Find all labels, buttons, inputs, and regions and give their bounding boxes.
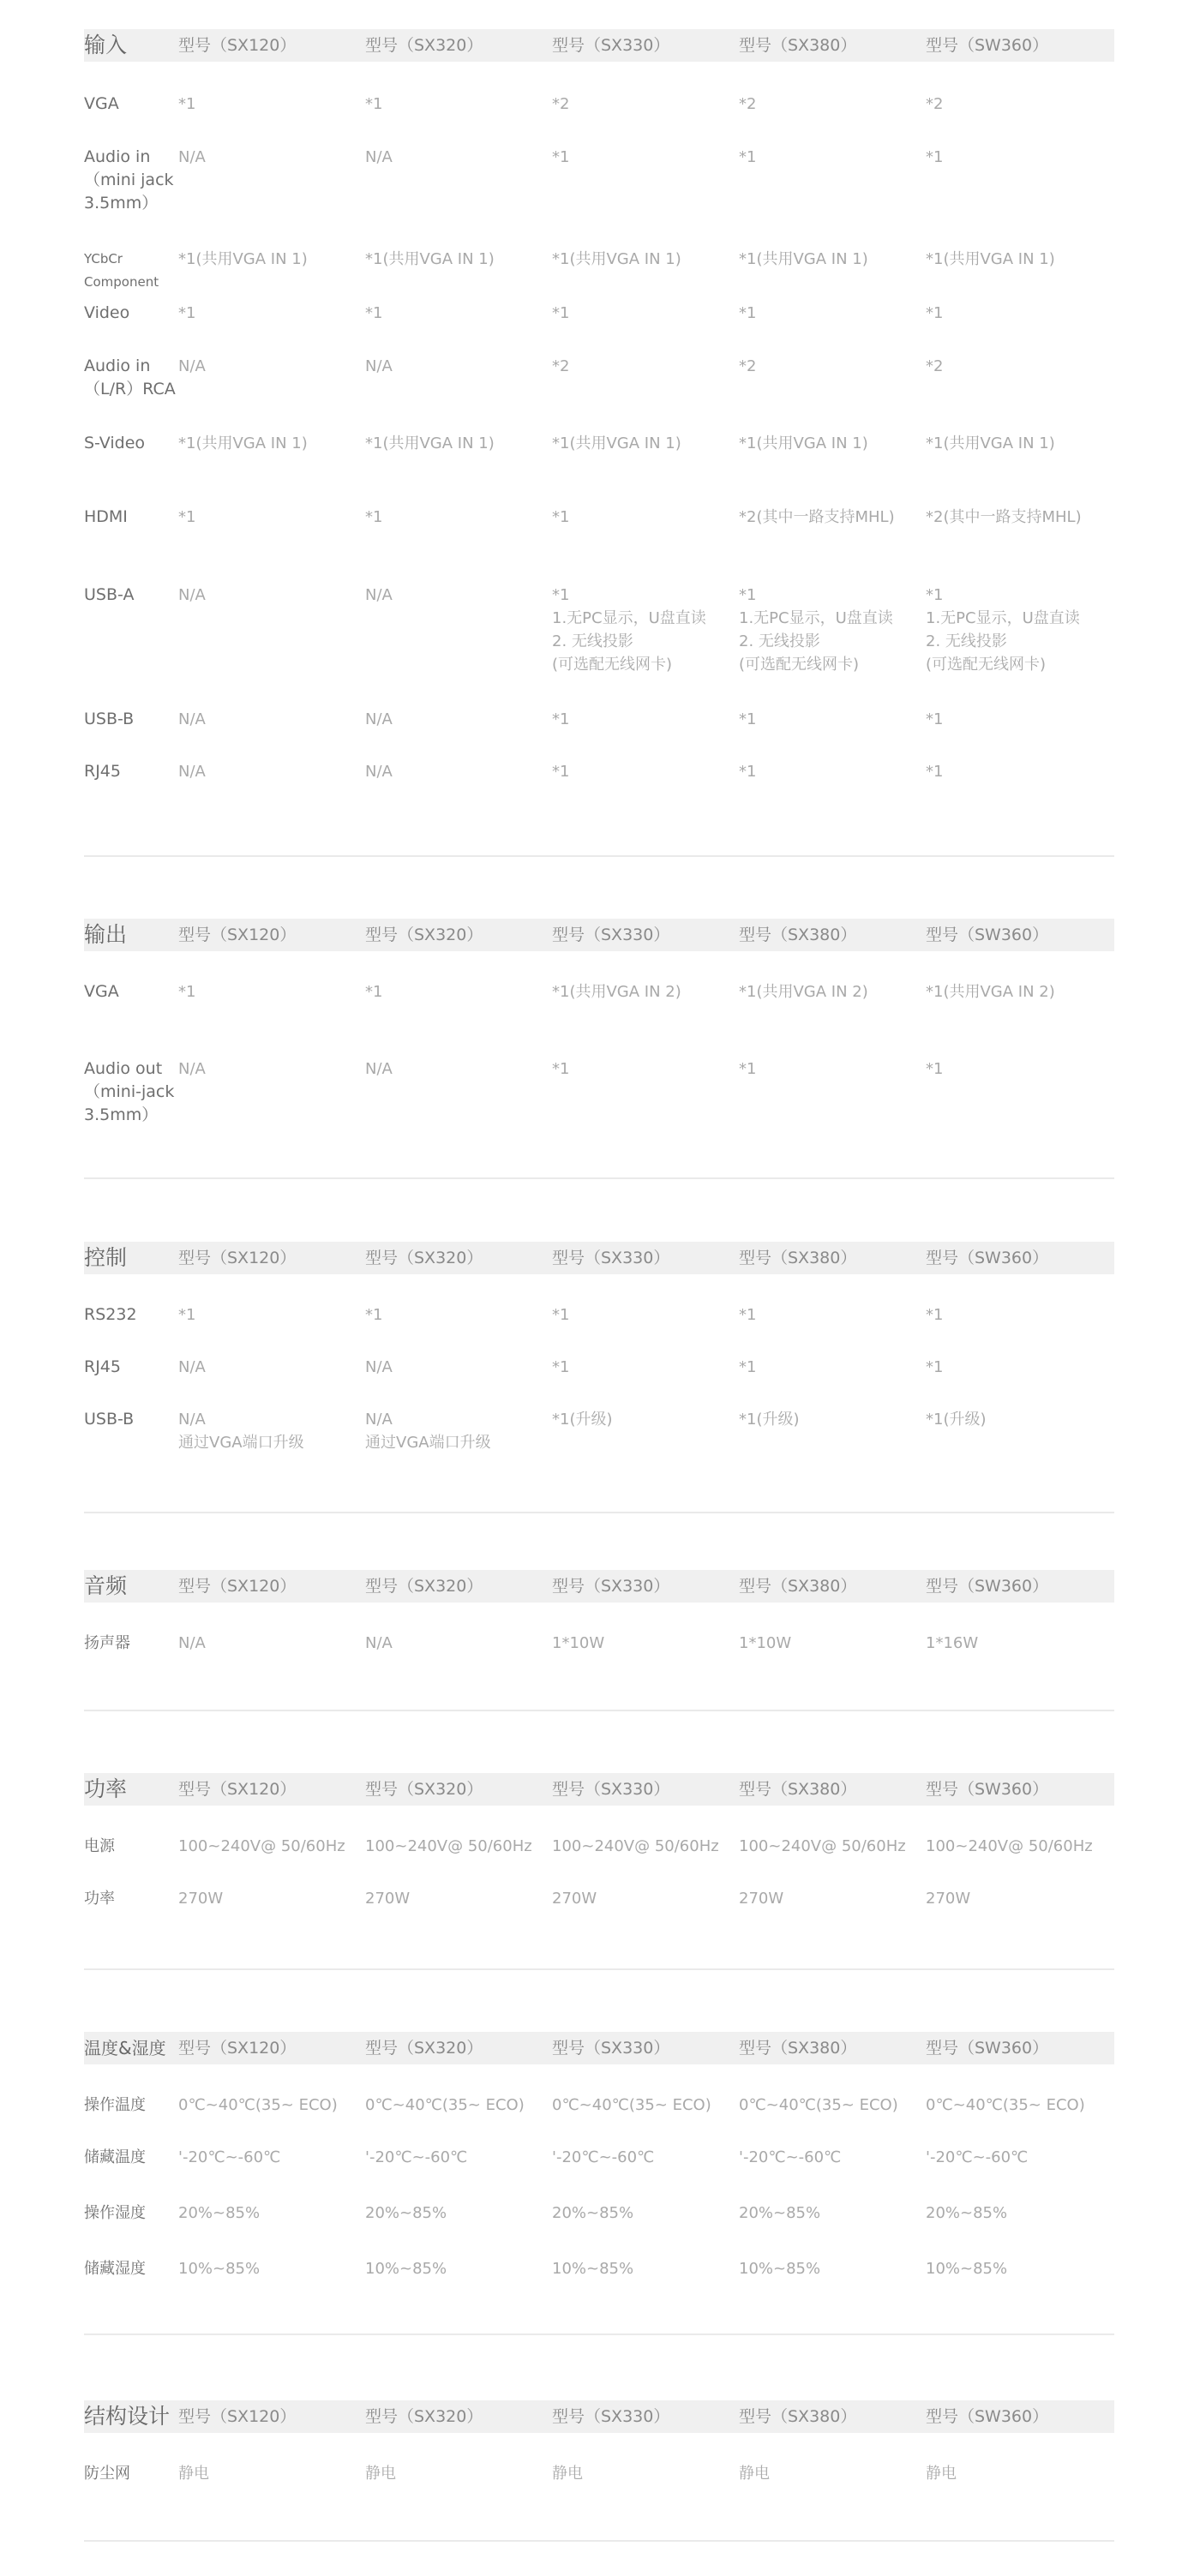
- spec-value: 100~240V@ 50/60Hz: [365, 1837, 532, 1855]
- spec-value: 10%~85%: [926, 2260, 1008, 2278]
- spec-value: *2: [739, 357, 757, 375]
- spec-value: *2: [739, 95, 757, 113]
- model-header: 型号（SX120）: [178, 1577, 297, 1596]
- model-header: 型号（SX320）: [365, 36, 483, 55]
- model-header: 型号（SX330）: [552, 36, 670, 55]
- spec-value: *1(升级): [926, 1411, 987, 1429]
- model-header: 型号（SX320）: [365, 926, 483, 944]
- spec-value: *1: [739, 1306, 757, 1324]
- spec-value: *1: [365, 983, 383, 1001]
- model-header: 型号（SX320）: [365, 1249, 483, 1267]
- spec-value: *1: [926, 304, 944, 322]
- model-header: 型号（SW360）: [926, 1249, 1049, 1267]
- spec-value: 20%~85%: [739, 2204, 821, 2222]
- spec-value: N/A: [178, 763, 206, 781]
- spec-value: *1(共用VGA IN 1): [365, 434, 495, 452]
- spec-value: *2: [926, 357, 944, 375]
- spec-value: *1 1.无PC显示，U盘直读 2. 无线投影 (可选配无线网卡): [926, 586, 1080, 674]
- spec-value: *1: [178, 95, 196, 113]
- spec-value: 100~240V@ 50/60Hz: [552, 1837, 719, 1855]
- section-header: [84, 919, 1114, 951]
- spec-value: N/A: [178, 1358, 206, 1376]
- spec-label: USB-B: [84, 710, 135, 728]
- spec-value: *1 1.无PC显示，U盘直读 2. 无线投影 (可选配无线网卡): [739, 586, 893, 674]
- spec-label: S-Video: [84, 434, 146, 452]
- spec-value: *1: [178, 1306, 196, 1324]
- spec-value: N/A 通过VGA端口升级: [178, 1411, 304, 1452]
- spec-label: Audio in （L/R）RCA: [84, 356, 176, 398]
- model-header: 型号（SW360）: [926, 2407, 1049, 2426]
- spec-value: 270W: [552, 1890, 597, 1908]
- model-header: 型号（SW360）: [926, 2039, 1049, 2058]
- section-header: [84, 1773, 1114, 1806]
- spec-value: '-20℃~-60℃: [365, 2148, 468, 2166]
- spec-value: N/A: [178, 586, 206, 604]
- spec-label: RS232: [84, 1305, 137, 1324]
- spec-value: *2(其中一路支持MHL): [926, 508, 1082, 526]
- spec-label: VGA: [84, 94, 119, 113]
- spec-value: *1(升级): [739, 1411, 800, 1429]
- spec-value: N/A: [365, 586, 393, 604]
- spec-value: N/A: [365, 763, 393, 781]
- spec-value: 20%~85%: [926, 2204, 1008, 2222]
- spec-value: 100~240V@ 50/60Hz: [926, 1837, 1093, 1855]
- spec-value: *1(共用VGA IN 2): [926, 983, 1055, 1001]
- spec-label: USB-B: [84, 1410, 135, 1429]
- model-header: 型号（SW360）: [926, 1577, 1049, 1596]
- spec-value: *1: [365, 304, 383, 322]
- model-header: 型号（SX330）: [552, 2407, 670, 2426]
- spec-label: 储藏温度: [84, 2148, 146, 2166]
- model-header: 型号（SX120）: [178, 926, 297, 944]
- spec-label: 储藏湿度: [84, 2260, 146, 2278]
- model-header: 型号（SX320）: [365, 1577, 483, 1596]
- spec-value: *1: [926, 763, 944, 781]
- spec-value: *1: [365, 1306, 383, 1324]
- section-divider: [84, 2540, 1114, 2542]
- spec-value: 1*10W: [739, 1634, 792, 1652]
- section-title: 输入: [84, 33, 128, 57]
- spec-value: *2: [552, 357, 570, 375]
- spec-value: *1: [739, 1060, 757, 1078]
- model-header: 型号（SX120）: [178, 1249, 297, 1267]
- model-header: 型号（SX120）: [178, 2039, 297, 2058]
- spec-value: N/A: [365, 148, 393, 166]
- spec-value: 1*10W: [552, 1634, 605, 1652]
- model-header: 型号（SX380）: [739, 926, 857, 944]
- spec-value: *2: [926, 95, 944, 113]
- spec-value: *1(共用VGA IN 1): [739, 250, 868, 268]
- spec-value: *1: [552, 304, 570, 322]
- model-header: 型号（SX380）: [739, 1780, 857, 1799]
- spec-value: 20%~85%: [552, 2204, 634, 2222]
- spec-value: *1: [552, 148, 570, 166]
- spec-value: '-20℃~-60℃: [739, 2148, 842, 2166]
- spec-value: *1: [552, 763, 570, 781]
- spec-label: 防尘网: [84, 2465, 130, 2483]
- spec-value: *1(共用VGA IN 1): [178, 250, 308, 268]
- spec-value: N/A: [365, 357, 393, 375]
- spec-value: *1: [552, 1060, 570, 1078]
- spec-value: 10%~85%: [178, 2260, 261, 2278]
- spec-label: 操作温度: [84, 2096, 146, 2114]
- spec-value: N/A: [178, 1060, 206, 1078]
- spec-value: N/A: [365, 1634, 393, 1652]
- model-header: 型号（SX380）: [739, 1577, 857, 1596]
- spec-value: *1: [552, 1358, 570, 1376]
- section-divider: [84, 855, 1114, 857]
- spec-value: *1: [178, 304, 196, 322]
- section-header: [84, 2032, 1114, 2064]
- model-header: 型号（SX320）: [365, 2039, 483, 2058]
- section-title: 温度&湿度: [84, 2038, 166, 2058]
- spec-value: '-20℃~-60℃: [552, 2148, 655, 2166]
- spec-value: *1: [552, 710, 570, 728]
- spec-value: *1: [926, 1306, 944, 1324]
- model-header: 型号（SX320）: [365, 1780, 483, 1799]
- spec-label: Audio out （mini-jack 3.5mm）: [84, 1059, 175, 1124]
- spec-value: *1: [739, 1358, 757, 1376]
- model-header: 型号（SW360）: [926, 926, 1049, 944]
- spec-value: 1*16W: [926, 1634, 979, 1652]
- spec-label: 操作湿度: [84, 2204, 146, 2222]
- model-header: 型号（SX330）: [552, 1577, 670, 1596]
- spec-label: 扬声器: [84, 1634, 130, 1652]
- spec-value: *1: [552, 1306, 570, 1324]
- spec-value: '-20℃~-60℃: [926, 2148, 1029, 2166]
- spec-value: *1(共用VGA IN 1): [926, 434, 1055, 452]
- spec-value: *1(共用VGA IN 1): [552, 434, 681, 452]
- model-header: 型号（SX330）: [552, 926, 670, 944]
- spec-value: *1: [926, 1358, 944, 1376]
- section-header: [84, 1570, 1114, 1603]
- spec-value: N/A 通过VGA端口升级: [365, 1411, 491, 1452]
- model-header: 型号（SX330）: [552, 1249, 670, 1267]
- section-divider: [84, 1968, 1114, 1970]
- spec-value: *1: [739, 148, 757, 166]
- spec-value: 20%~85%: [365, 2204, 447, 2222]
- model-header: 型号（SW360）: [926, 1780, 1049, 1799]
- model-header: 型号（SX380）: [739, 2407, 857, 2426]
- section-title: 输出: [84, 922, 128, 947]
- spec-value: 10%~85%: [365, 2260, 447, 2278]
- spec-label: Video: [84, 303, 130, 322]
- spec-label: HDMI: [84, 507, 128, 526]
- spec-value: 静电: [552, 2465, 583, 2483]
- model-header: 型号（SX320）: [365, 2407, 483, 2426]
- spec-value: *1: [365, 95, 383, 113]
- spec-value: *2: [552, 95, 570, 113]
- spec-value: N/A: [178, 357, 206, 375]
- spec-value: *1(共用VGA IN 1): [365, 250, 495, 268]
- spec-label: 电源: [84, 1837, 115, 1855]
- spec-value: N/A: [178, 148, 206, 166]
- spec-value: *1: [178, 983, 196, 1001]
- spec-value: N/A: [178, 1634, 206, 1652]
- spec-value: *1: [739, 710, 757, 728]
- spec-value: 0℃~40℃(35~ ECO): [552, 2096, 711, 2114]
- spec-value: 静电: [178, 2465, 209, 2483]
- spec-label: 功率: [84, 1890, 115, 1908]
- spec-value: N/A: [365, 1060, 393, 1078]
- section-divider: [84, 1177, 1114, 1179]
- section-header: [84, 29, 1114, 62]
- spec-value: 静电: [365, 2465, 396, 2483]
- spec-value: 100~240V@ 50/60Hz: [178, 1837, 345, 1855]
- section-header: [84, 2400, 1114, 2433]
- spec-value: 270W: [178, 1890, 224, 1908]
- model-header: 型号（SX380）: [739, 2039, 857, 2058]
- spec-value: 静电: [926, 2465, 957, 2483]
- spec-value: *1: [178, 508, 196, 526]
- model-header: 型号（SX330）: [552, 1780, 670, 1799]
- spec-value: 0℃~40℃(35~ ECO): [739, 2096, 898, 2114]
- spec-value: *2(其中一路支持MHL): [739, 508, 895, 526]
- spec-value: 270W: [739, 1890, 784, 1908]
- spec-label: USB-A: [84, 585, 135, 604]
- spec-value: 10%~85%: [739, 2260, 821, 2278]
- spec-value: 270W: [365, 1890, 411, 1908]
- spec-value: 270W: [926, 1890, 971, 1908]
- spec-label: VGA: [84, 982, 119, 1001]
- model-header: 型号（SX120）: [178, 2407, 297, 2426]
- spec-value: 20%~85%: [178, 2204, 261, 2222]
- spec-label: YCbCr Component: [84, 251, 159, 290]
- model-header: 型号（SX330）: [552, 2039, 670, 2058]
- section-divider: [84, 2333, 1114, 2335]
- spec-value: *1: [926, 710, 944, 728]
- spec-value: *1: [739, 763, 757, 781]
- model-header: 型号（SX380）: [739, 1249, 857, 1267]
- spec-value: 0℃~40℃(35~ ECO): [365, 2096, 525, 2114]
- spec-value: '-20℃~-60℃: [178, 2148, 281, 2166]
- model-header: 型号（SW360）: [926, 36, 1049, 55]
- spec-value: *1: [739, 304, 757, 322]
- section-divider: [84, 1512, 1114, 1513]
- spec-value: *1(共用VGA IN 1): [552, 250, 681, 268]
- spec-value: *1: [365, 508, 383, 526]
- spec-value: *1(共用VGA IN 2): [739, 983, 868, 1001]
- spec-value: *1(共用VGA IN 1): [926, 250, 1055, 268]
- spec-value: N/A: [365, 710, 393, 728]
- spec-label: RJ45: [84, 1357, 121, 1376]
- section-title: 音频: [84, 1573, 128, 1598]
- spec-value: *1(共用VGA IN 1): [739, 434, 868, 452]
- spec-value: *1(共用VGA IN 2): [552, 983, 681, 1001]
- spec-value: N/A: [178, 710, 206, 728]
- section-title: 功率: [84, 1776, 128, 1801]
- model-header: 型号（SX380）: [739, 36, 857, 55]
- spec-label: Audio in （mini jack 3.5mm）: [84, 147, 174, 213]
- model-header: 型号（SX120）: [178, 36, 297, 55]
- spec-value: *1: [926, 148, 944, 166]
- spec-value: *1 1.无PC显示，U盘直读 2. 无线投影 (可选配无线网卡): [552, 586, 706, 674]
- spec-value: 100~240V@ 50/60Hz: [739, 1837, 906, 1855]
- section-divider: [84, 1710, 1114, 1711]
- spec-value: *1: [926, 1060, 944, 1078]
- spec-value: 10%~85%: [552, 2260, 634, 2278]
- model-header: 型号（SX120）: [178, 1780, 297, 1799]
- section-header: [84, 1242, 1114, 1274]
- spec-label: RJ45: [84, 762, 121, 781]
- spec-value: 静电: [739, 2465, 770, 2483]
- spec-value: *1(共用VGA IN 1): [178, 434, 308, 452]
- spec-value: N/A: [365, 1358, 393, 1376]
- spec-value: *1(升级): [552, 1411, 613, 1429]
- spec-value: 0℃~40℃(35~ ECO): [178, 2096, 338, 2114]
- spec-value: 0℃~40℃(35~ ECO): [926, 2096, 1085, 2114]
- section-title: 控制: [84, 1245, 128, 1270]
- spec-value: *1: [552, 508, 570, 526]
- section-title: 结构设计: [84, 2404, 171, 2429]
